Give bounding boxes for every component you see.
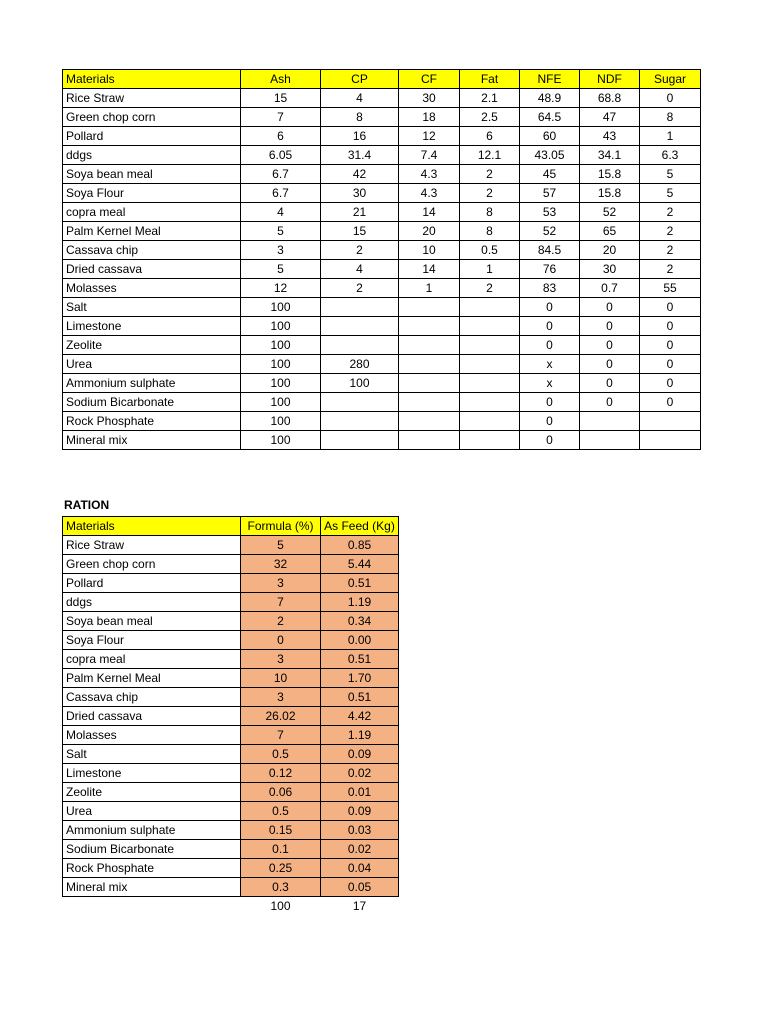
nutrient-value: 100 (241, 317, 321, 336)
nutrient-value (460, 336, 520, 355)
as-feed-kg: 0.03 (321, 821, 399, 840)
table-row (63, 317, 701, 336)
nutrient-value: 4 (241, 203, 321, 222)
as-feed-kg: 0.05 (321, 878, 399, 897)
nutrient-value: 0 (580, 355, 640, 374)
nutrient-value: 2 (640, 260, 701, 279)
nutrient-value: 55 (640, 279, 701, 298)
nutrient-value: 30 (580, 260, 640, 279)
table-row (63, 612, 399, 631)
nutrient-value (321, 393, 399, 412)
nutrient-value: 280 (321, 355, 399, 374)
material-name: Zeolite (63, 783, 241, 802)
nutrient-value: 12.1 (460, 146, 520, 165)
nutrient-value (460, 317, 520, 336)
table-row (63, 89, 701, 108)
nutrient-value: 0 (580, 336, 640, 355)
table-row (63, 574, 399, 593)
column-header: Ash (241, 70, 321, 89)
nutrient-value: 14 (399, 203, 460, 222)
nutrient-value: 1 (640, 127, 701, 146)
material-name: Rock Phosphate (63, 412, 241, 431)
nutrient-value (321, 412, 399, 431)
nutrient-value: 3 (241, 241, 321, 260)
material-name: Rice Straw (63, 89, 241, 108)
ration-table (62, 516, 399, 915)
nutrient-value (399, 374, 460, 393)
material-name: Urea (63, 802, 241, 821)
nutrient-value: 42 (321, 165, 399, 184)
nutrient-value: 8 (640, 108, 701, 127)
nutrient-value: 53 (520, 203, 580, 222)
table-row (63, 707, 399, 726)
nutrient-value (321, 336, 399, 355)
nutrient-value: 0 (640, 393, 701, 412)
table-row (63, 745, 399, 764)
nutrient-value (321, 298, 399, 317)
table-row (63, 650, 399, 669)
nutrient-value (460, 298, 520, 317)
nutrient-value: 6 (460, 127, 520, 146)
nutrient-value: 0 (520, 298, 580, 317)
table-row (63, 859, 399, 878)
nutrient-value: 100 (241, 298, 321, 317)
nutrient-value: 100 (241, 355, 321, 374)
table-row (63, 783, 399, 802)
material-name: Rock Phosphate (63, 859, 241, 878)
material-name: Pollard (63, 127, 241, 146)
material-name: Rice Straw (63, 536, 241, 555)
nutrient-value: 0 (520, 412, 580, 431)
nutrient-value: 14 (399, 260, 460, 279)
table-row (63, 374, 701, 393)
nutrient-value (460, 393, 520, 412)
as-feed-kg: 0.04 (321, 859, 399, 878)
nutrient-value: 100 (321, 374, 399, 393)
nutrient-value: 30 (399, 89, 460, 108)
nutrient-value: 8 (460, 203, 520, 222)
formula-percent: 0.06 (241, 783, 321, 802)
column-header: Sugar (640, 70, 701, 89)
material-name: Soya Flour (63, 184, 241, 203)
as-feed-kg: 1.19 (321, 593, 399, 612)
material-name: ddgs (63, 593, 241, 612)
formula-percent: 0 (241, 631, 321, 650)
nutrient-value: 2 (321, 241, 399, 260)
nutrient-value: 100 (241, 393, 321, 412)
nutrient-value: 0 (640, 317, 701, 336)
nutrient-value: x (520, 355, 580, 374)
table-row (63, 165, 701, 184)
table-row (63, 184, 701, 203)
material-name: Palm Kernel Meal (63, 222, 241, 241)
nutrient-value: 8 (321, 108, 399, 127)
ration-title: RATION (64, 498, 110, 512)
material-name: Molasses (63, 726, 241, 745)
nutrient-value: 0 (520, 393, 580, 412)
as-feed-kg: 1.19 (321, 726, 399, 745)
formula-percent: 5 (241, 536, 321, 555)
nutrient-value: 57 (520, 184, 580, 203)
table-row (63, 764, 399, 783)
as-feed-kg: 0.51 (321, 650, 399, 669)
nutrient-value (460, 355, 520, 374)
nutrient-value: 0 (580, 393, 640, 412)
material-name: Salt (63, 298, 241, 317)
as-feed-kg: 0.02 (321, 764, 399, 783)
column-header: Materials (63, 517, 241, 536)
nutrient-value: 48.9 (520, 89, 580, 108)
table-row (63, 108, 701, 127)
table-row (63, 802, 399, 821)
nutrient-value (580, 412, 640, 431)
nutrient-value: 47 (580, 108, 640, 127)
nutrient-value: 2.5 (460, 108, 520, 127)
nutrient-value: 15 (241, 89, 321, 108)
nutrient-value: 4 (321, 89, 399, 108)
column-header: Formula (%) (241, 517, 321, 536)
nutrient-value: 12 (241, 279, 321, 298)
as-feed-total: 17 (321, 897, 399, 916)
nutrient-value: 10 (399, 241, 460, 260)
nutrient-value: 68.8 (580, 89, 640, 108)
nutrient-value (399, 412, 460, 431)
table-row (63, 726, 399, 745)
nutrient-value: 2 (460, 184, 520, 203)
as-feed-kg: 0.34 (321, 612, 399, 631)
material-name: Sodium Bicarbonate (63, 840, 241, 859)
material-name: Dried cassava (63, 707, 241, 726)
material-name: Green chop corn (63, 108, 241, 127)
column-header: CF (399, 70, 460, 89)
totals-row (63, 897, 399, 916)
as-feed-kg: 0.85 (321, 536, 399, 555)
nutrient-value: 0 (640, 336, 701, 355)
nutrient-value: 84.5 (520, 241, 580, 260)
totals-spacer (63, 897, 241, 916)
table-row (63, 412, 701, 431)
nutrient-value: 64.5 (520, 108, 580, 127)
nutrient-value: 45 (520, 165, 580, 184)
material-name: Soya bean meal (63, 612, 241, 631)
as-feed-kg: 4.42 (321, 707, 399, 726)
material-name: Limestone (63, 317, 241, 336)
nutrient-value: 52 (520, 222, 580, 241)
table-row (63, 593, 399, 612)
nutrient-value (580, 431, 640, 450)
table-row (63, 203, 701, 222)
material-name: copra meal (63, 203, 241, 222)
formula-percent: 0.12 (241, 764, 321, 783)
column-header: As Feed (Kg) (321, 517, 399, 536)
nutrient-value: 0 (640, 355, 701, 374)
nutrient-value: 20 (399, 222, 460, 241)
nutrient-value: 8 (460, 222, 520, 241)
nutrient-value: 0 (520, 431, 580, 450)
material-name: Sodium Bicarbonate (63, 393, 241, 412)
formula-percent: 0.25 (241, 859, 321, 878)
nutrient-value: 100 (241, 412, 321, 431)
nutrient-value: 1 (399, 279, 460, 298)
material-name: ddgs (63, 146, 241, 165)
material-name: Pollard (63, 574, 241, 593)
column-header: Materials (63, 70, 241, 89)
nutrient-value: 0 (520, 336, 580, 355)
nutrient-value (399, 317, 460, 336)
table-row (63, 878, 399, 897)
as-feed-kg: 5.44 (321, 555, 399, 574)
nutrient-table (62, 69, 701, 450)
table-row (63, 555, 399, 574)
nutrient-value: 2 (460, 279, 520, 298)
nutrient-value (321, 317, 399, 336)
material-name: Cassava chip (63, 688, 241, 707)
nutrient-value: 20 (580, 241, 640, 260)
table-row (63, 146, 701, 165)
formula-percent: 0.5 (241, 802, 321, 821)
nutrient-value: 6.7 (241, 165, 321, 184)
material-name: Mineral mix (63, 878, 241, 897)
nutrient-value: 0 (580, 374, 640, 393)
nutrient-value: 5 (241, 260, 321, 279)
formula-percent: 3 (241, 688, 321, 707)
nutrient-value: 30 (321, 184, 399, 203)
material-name: Salt (63, 745, 241, 764)
nutrient-value: 6.3 (640, 146, 701, 165)
nutrient-value: 0 (640, 89, 701, 108)
nutrient-value (399, 431, 460, 450)
table-row (63, 536, 399, 555)
nutrient-header-row (63, 70, 701, 89)
material-name: Zeolite (63, 336, 241, 355)
formula-percent: 7 (241, 593, 321, 612)
nutrient-value: 0 (640, 374, 701, 393)
nutrient-value: 43 (580, 127, 640, 146)
material-name: Soya Flour (63, 631, 241, 650)
nutrient-value: 5 (640, 165, 701, 184)
nutrient-value: 4.3 (399, 165, 460, 184)
material-name: Urea (63, 355, 241, 374)
nutrient-value: 76 (520, 260, 580, 279)
nutrient-value: 21 (321, 203, 399, 222)
nutrient-value: 2 (640, 203, 701, 222)
formula-percent: 3 (241, 650, 321, 669)
table-row (63, 669, 399, 688)
material-name: Mineral mix (63, 431, 241, 450)
nutrient-value (399, 298, 460, 317)
nutrient-value: 100 (241, 431, 321, 450)
formula-percent: 10 (241, 669, 321, 688)
formula-percent: 2 (241, 612, 321, 631)
formula-percent: 3 (241, 574, 321, 593)
nutrient-value: 2 (460, 165, 520, 184)
table-row (63, 393, 701, 412)
formula-total: 100 (241, 897, 321, 916)
nutrient-value: 15 (321, 222, 399, 241)
nutrient-value (321, 431, 399, 450)
nutrient-value (640, 412, 701, 431)
as-feed-kg: 0.00 (321, 631, 399, 650)
nutrient-value (460, 431, 520, 450)
nutrient-value: 1 (460, 260, 520, 279)
material-name: Molasses (63, 279, 241, 298)
as-feed-kg: 0.01 (321, 783, 399, 802)
table-row (63, 336, 701, 355)
nutrient-value: 4.3 (399, 184, 460, 203)
formula-percent: 0.5 (241, 745, 321, 764)
material-name: Cassava chip (63, 241, 241, 260)
as-feed-kg: 0.51 (321, 688, 399, 707)
nutrient-value (640, 431, 701, 450)
formula-percent: 0.15 (241, 821, 321, 840)
table-row (63, 355, 701, 374)
nutrient-value: 6.05 (241, 146, 321, 165)
table-row (63, 127, 701, 146)
material-name: Palm Kernel Meal (63, 669, 241, 688)
nutrient-value: 65 (580, 222, 640, 241)
nutrient-value: 100 (241, 374, 321, 393)
nutrient-value: 15.8 (580, 184, 640, 203)
table-row (63, 241, 701, 260)
table-row (63, 279, 701, 298)
table-row (63, 821, 399, 840)
material-name: copra meal (63, 650, 241, 669)
material-name: Ammonium sulphate (63, 374, 241, 393)
nutrient-value: 43.05 (520, 146, 580, 165)
column-header: CP (321, 70, 399, 89)
nutrient-value: 6.7 (241, 184, 321, 203)
nutrient-value: 34.1 (580, 146, 640, 165)
nutrient-value: 12 (399, 127, 460, 146)
nutrient-value: 0.7 (580, 279, 640, 298)
as-feed-kg: 0.09 (321, 802, 399, 821)
nutrient-value: 7.4 (399, 146, 460, 165)
as-feed-kg: 0.51 (321, 574, 399, 593)
nutrient-value: 0.5 (460, 241, 520, 260)
as-feed-kg: 0.09 (321, 745, 399, 764)
table-row (63, 431, 701, 450)
nutrient-value: 100 (241, 336, 321, 355)
nutrient-value: x (520, 374, 580, 393)
nutrient-value: 2 (640, 222, 701, 241)
nutrient-value: 16 (321, 127, 399, 146)
column-header: NDF (580, 70, 640, 89)
ration-header-row (63, 517, 399, 536)
formula-percent: 26.02 (241, 707, 321, 726)
table-row (63, 260, 701, 279)
nutrient-value: 18 (399, 108, 460, 127)
table-row (63, 222, 701, 241)
column-header: Fat (460, 70, 520, 89)
nutrient-value: 60 (520, 127, 580, 146)
table-row (63, 298, 701, 317)
nutrient-value (399, 336, 460, 355)
material-name: Limestone (63, 764, 241, 783)
nutrient-value: 52 (580, 203, 640, 222)
nutrient-value: 7 (241, 108, 321, 127)
formula-percent: 0.1 (241, 840, 321, 859)
nutrient-value (460, 374, 520, 393)
as-feed-kg: 1.70 (321, 669, 399, 688)
nutrient-value: 0 (520, 317, 580, 336)
table-row (63, 688, 399, 707)
nutrient-value: 0 (580, 298, 640, 317)
as-feed-kg: 0.02 (321, 840, 399, 859)
material-name: Soya bean meal (63, 165, 241, 184)
nutrient-value: 31.4 (321, 146, 399, 165)
nutrient-value (399, 355, 460, 374)
nutrient-value: 2 (640, 241, 701, 260)
formula-percent: 0.3 (241, 878, 321, 897)
nutrient-value: 0 (580, 317, 640, 336)
nutrient-value: 4 (321, 260, 399, 279)
material-name: Dried cassava (63, 260, 241, 279)
table-row (63, 840, 399, 859)
formula-percent: 32 (241, 555, 321, 574)
nutrient-value (399, 393, 460, 412)
formula-percent: 7 (241, 726, 321, 745)
nutrient-value: 6 (241, 127, 321, 146)
nutrient-value: 5 (640, 184, 701, 203)
material-name: Ammonium sulphate (63, 821, 241, 840)
nutrient-value: 0 (640, 298, 701, 317)
nutrient-value: 2.1 (460, 89, 520, 108)
nutrient-value: 83 (520, 279, 580, 298)
nutrient-value (460, 412, 520, 431)
nutrient-value: 5 (241, 222, 321, 241)
column-header: NFE (520, 70, 580, 89)
material-name: Green chop corn (63, 555, 241, 574)
nutrient-value: 2 (321, 279, 399, 298)
table-row (63, 631, 399, 650)
nutrient-value: 15.8 (580, 165, 640, 184)
